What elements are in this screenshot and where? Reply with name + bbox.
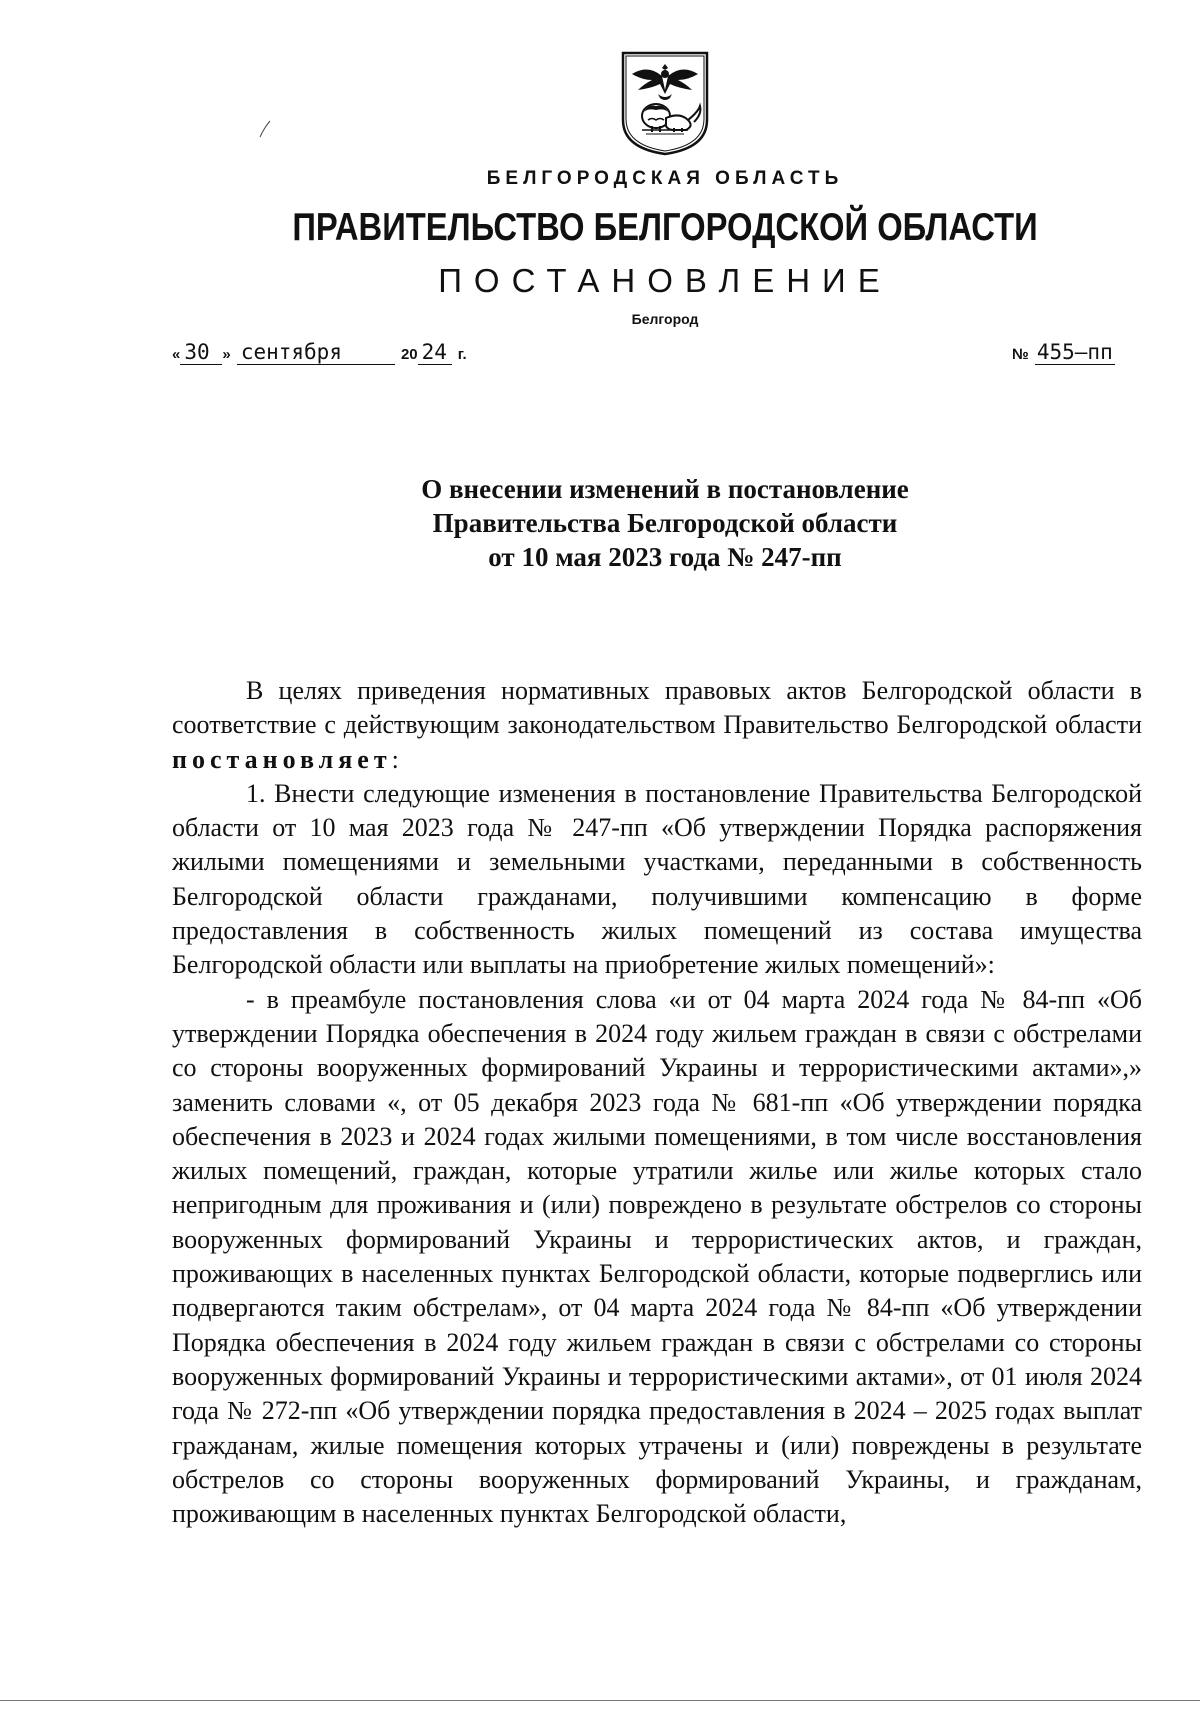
date-open-quote: « — [172, 346, 181, 363]
title-line-2: Правительства Белгородской области — [432, 508, 898, 538]
document-type: ПОСТАНОВЛЕНИЕ — [438, 262, 892, 299]
government-title: ПРАВИТЕЛЬСТВО БЕЛГОРОДСКОЙ ОБЛАСТИ — [292, 206, 1038, 249]
date-close-quote: » — [222, 346, 231, 363]
paragraph-subitem: - в преамбуле постановления слова «и от 04 марта 2024 года № 84-пп «Об утверждении Порядка обеспечения в 2024 году жильем граждан в связи с обстрелами со стороны вооруженных формирований Украины и террористическими актами»,» заменить словами «, от 05 декабря 2023 года № 681-пп «Об утверждении порядка обеспечения в 2023 и 2024 годах жилыми помещениями, в том числе восстановления жилых помещений, граждан, которые утратили жилье или жилье которых стало непригодным для проживания и (или) повреждено в результате обстрелов со стороны вооруженных формирований Украины и террористических актов, и граждан, проживающих в населенных пунктах Белгородской области, которые подверглись или подвергаются таким обстрелам», от 04 марта 2024 года № 84-пп «Об утверждении Порядка обеспечения в 2024 году жильем граждан в связи с обстрелами со стороны вооруженных формирований Украины и террористическими актами», от 01 июля 2024 года № 272-пп «Об утверждении порядка предоставления в 2024 – 2025 годах выплат гражданам, жилые помещения которых утрачены и (или) повреждены в результате обстрелов со стороны вооруженных формирований Украины, и гражданам, проживающим в населенных пунктах Белгородской области, — [172, 984, 1142, 1529]
region-name: БЕЛГОРОДСКАЯ ОБЛАСТЬ — [486, 168, 844, 189]
date-year-prefix: 20 — [400, 346, 418, 363]
coat-of-arms-icon — [618, 50, 712, 156]
document-body — [172, 674, 1142, 1531]
date-month: сентября — [237, 340, 395, 365]
city-name: Белгород — [631, 311, 699, 327]
title-line-3: от 10 мая 2023 года № 247-пп — [488, 542, 842, 572]
title-line-1: О внесении изменений в постановление — [421, 474, 909, 504]
number-value: 455–пп — [1036, 340, 1113, 364]
paragraph-item-1: 1. Внести следующие изменения в постановление Правительства Белгородской области от 10 мая 2023 года № 247-пп «Об утверждении Порядка распоряжения жилыми помещениями и земельными участками, переданными в собственность Белгородской области гражданами, получившими компенсацию в форме предоставления в собственность жилых помещений из состава имущества Белгородской области или выплаты на приобретение жилых помещений»: — [172, 778, 1142, 980]
number-label: № — [1012, 346, 1029, 363]
document-title — [0, 472, 1200, 574]
paragraph-preamble — [172, 674, 1142, 777]
date-year-suffix: 24 — [418, 340, 452, 365]
document-date — [172, 339, 467, 365]
date-day: 30 — [180, 340, 222, 365]
preamble-text: В целях приведения нормативных правовых актов Белгородской области в соответствие с действующим законодательством Правительство Белгородской области — [172, 676, 1142, 740]
preamble-end: : — [391, 744, 399, 774]
preamble-resolves: постановляет — [172, 744, 392, 774]
document-number — [1012, 339, 1115, 365]
page-bottom-edge — [0, 1700, 1200, 1701]
pen-mark-icon — [258, 120, 272, 138]
date-year-unit: г. — [457, 346, 467, 363]
